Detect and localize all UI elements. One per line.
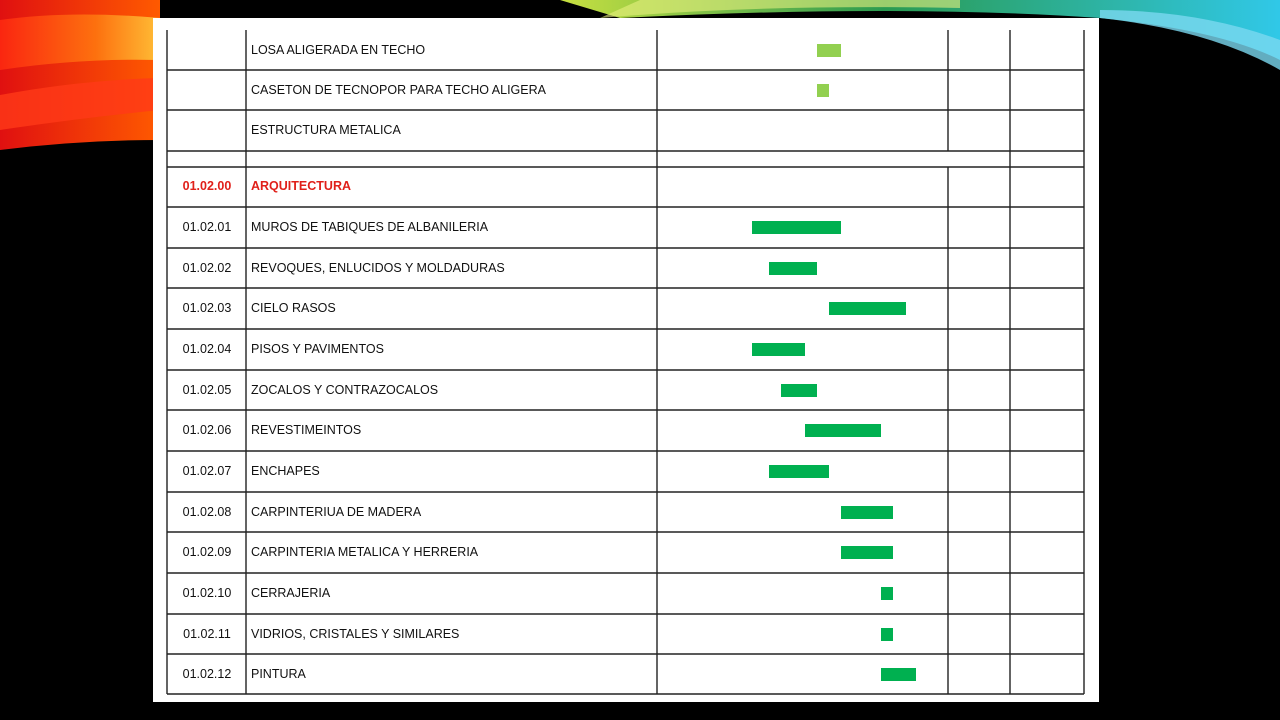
gantt-bar [769, 262, 818, 275]
item-description: CASETON DE TECNOPOR PARA TECHO ALIGERA [251, 83, 546, 97]
item-code: 01.02.08 [182, 505, 232, 519]
table-row [167, 329, 1084, 370]
item-code: 01.02.04 [182, 342, 232, 356]
item-code: 01.02.09 [182, 545, 232, 559]
gantt-bar [881, 668, 916, 681]
table-row [167, 492, 1084, 532]
item-description: LOSA ALIGERADA EN TECHO [251, 43, 426, 57]
gantt-bar [817, 44, 841, 57]
item-code: 01.02.11 [183, 627, 231, 641]
section-code: 01.02.00 [182, 179, 232, 193]
table-row [167, 248, 1084, 288]
item-description: CARPINTERIUA DE MADERA [251, 505, 422, 519]
table-row [167, 654, 1084, 694]
item-code: 01.02.05 [182, 383, 232, 397]
item-description: ESTRUCTURA METALICA [251, 123, 401, 137]
table-row [167, 70, 1084, 110]
table-row [167, 167, 1084, 207]
table-row [167, 207, 1084, 248]
item-description: MUROS DE TABIQUES DE ALBANILERIA [251, 220, 489, 234]
item-description: CERRAJERIA [251, 586, 331, 600]
item-description: CIELO RASOS [251, 301, 336, 315]
item-description: CARPINTERIA METALICA Y HERRERIA [251, 545, 479, 559]
gantt-bar [752, 343, 805, 356]
table-row [167, 30, 1084, 70]
gantt-bar [829, 302, 905, 315]
table-row [167, 410, 1084, 451]
item-description: PINTURA [251, 667, 306, 681]
table-row [167, 614, 1084, 654]
table-row [167, 110, 1084, 151]
item-code: 01.02.01 [182, 220, 232, 234]
table-row [167, 370, 1084, 410]
item-description: REVESTIMEINTOS [251, 423, 362, 437]
gantt-bar [841, 506, 893, 519]
gantt-bar [841, 546, 893, 559]
gantt-bar [817, 84, 829, 97]
table-row [167, 532, 1084, 573]
table-row [167, 451, 1084, 492]
item-code: 01.02.12 [182, 667, 232, 681]
gantt-bar [752, 221, 842, 234]
item-description: VIDRIOS, CRISTALES Y SIMILARES [251, 627, 460, 641]
table-row [167, 288, 1084, 329]
item-code: 01.02.07 [182, 464, 232, 478]
item-description: REVOQUES, ENLUCIDOS Y MOLDADURAS [251, 261, 505, 275]
gantt-bar [769, 465, 830, 478]
table-row [167, 573, 1084, 614]
item-code: 01.02.02 [182, 261, 232, 275]
item-description: PISOS Y PAVIMENTOS [251, 342, 384, 356]
gantt-bar [781, 384, 817, 397]
gantt-bar [881, 628, 893, 641]
gantt-bar [805, 424, 881, 437]
item-code: 01.02.06 [182, 423, 232, 437]
item-description: ZOCALOS Y CONTRAZOCALOS [251, 383, 439, 397]
item-code: 01.02.10 [182, 586, 232, 600]
section-title: ARQUITECTURA [251, 179, 351, 193]
item-code: 01.02.03 [182, 301, 232, 315]
item-description: ENCHAPES [251, 464, 320, 478]
schedule-sheet [153, 18, 1099, 702]
gantt-bar [881, 587, 893, 600]
